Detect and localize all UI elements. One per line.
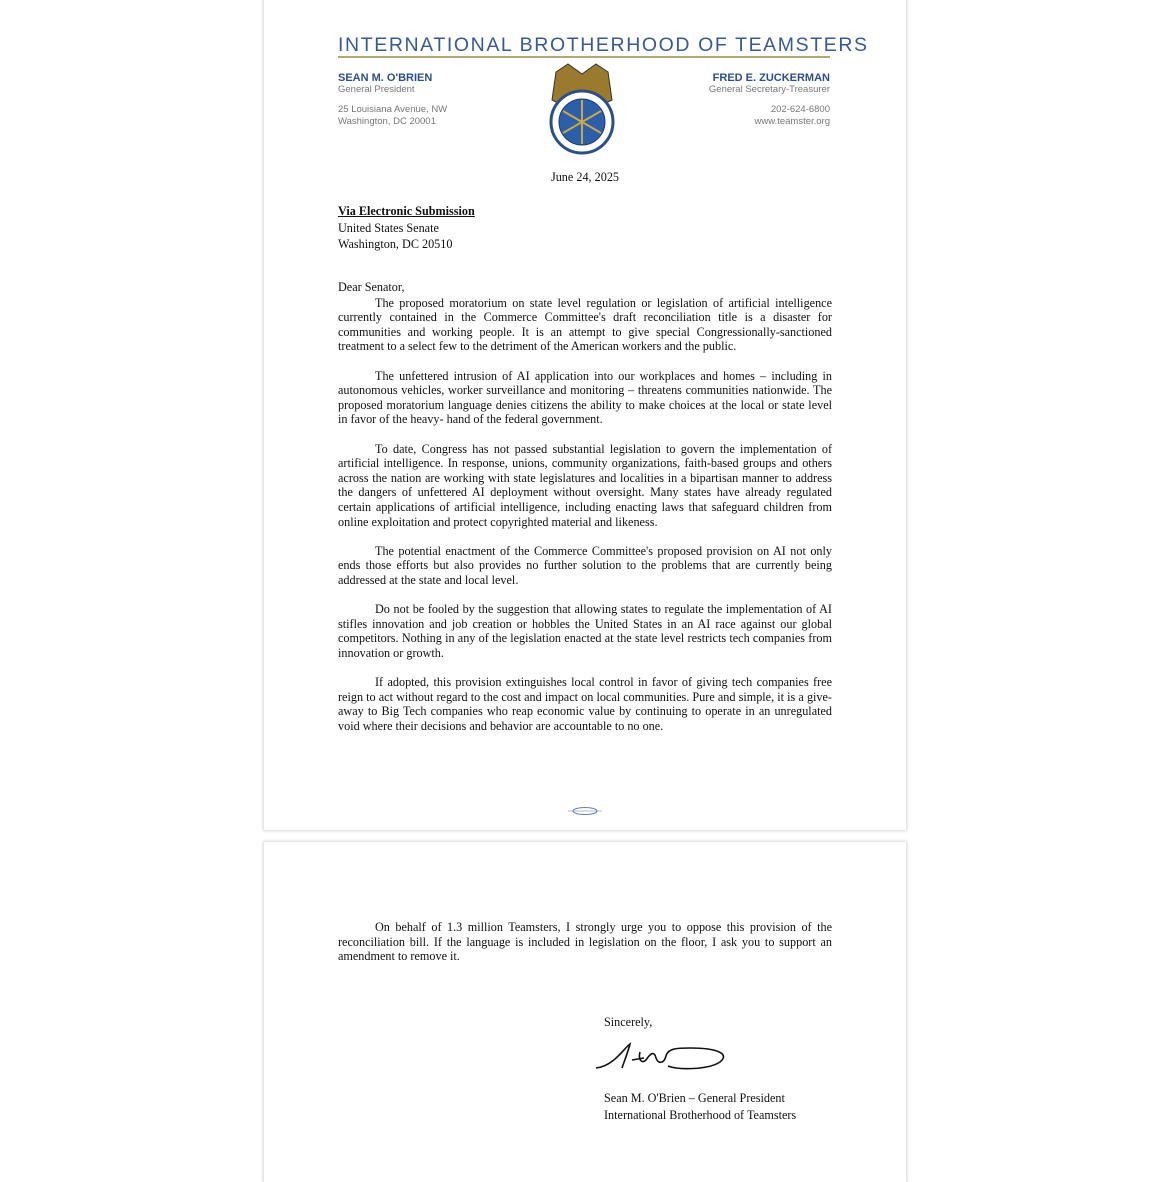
body-paragraph: Do not be fooled by the suggestion that allowing states to regulate the implementation of AI stifles innovation and job creation or hobbles the United States in an AI race against our global competitors. Nothing in any of the legislation enacted at the state level restricts tech companies from innovation or growth.	[338, 602, 832, 660]
signature	[594, 1038, 730, 1074]
body-paragraph: If adopted, this provision extinguishes local control in favor of giving tech companies free reign to act without regard to the cost and impact on local communities. Pure and simple, it is a give-away to Big Tech companies who reap economic value by continuing to operate in an unregulated void where their decisions and behavior are accountable to no one.	[338, 675, 832, 733]
closing: Sincerely,	[604, 1015, 653, 1029]
body-paragraph: The proposed moratorium on state level regulation or legislation of artificial intelligence currently contained in the Commerce Committee's draft reconciliation title is a disaster for communities and working people. It is an attempt to give special Congressionally-sanctioned treatment to a select few to the detriment of the American workers and the public.	[338, 295, 832, 354]
left-contact: SEAN M. O'BRIEN General President 25 Louisiana Avenue, NW Washington, DC 20001	[338, 72, 448, 127]
union-bug-icon	[568, 806, 602, 816]
body-paragraph: The potential enactment of the Commerce Committee's proposed provision on AI not only ends those efforts but also provides no further solution to the problems that are currently being addressed at the state and local level.	[338, 543, 832, 587]
body-paragraph: To date, Congress has not passed substantial legislation to govern the implementation of artificial intelligence. In response, unions, community organizations, faith-based groups and others across the nation are working with state legislatures and localities in a bipartisan manner to address the dangers of unfettered AI deployment without oversight. Many states have already regulated certain applications of artificial intelligence, including enacting laws that safeguard children from online exploitation and protect copyrighted material and likeness.	[338, 441, 832, 529]
letter-body-continued	[338, 920, 832, 978]
letter-page-2	[264, 842, 906, 1182]
org-name: INTERNATIONAL BROTHERHOOD OF TEAMSTERS	[338, 34, 869, 56]
letter-date: June 24, 2025	[550, 170, 620, 184]
right-contact: FRED E. ZUCKERMAN General Secretary-Treasurer 202-624-6800 www.teamster.org	[708, 72, 830, 127]
recipient-block: Via Electronic Submission United States Senate Washington, DC 20510	[338, 204, 475, 251]
body-paragraph: The unfettered intrusion of AI application into our workplaces and homes – including in autonomous vehicles, worker surveillance and monitoring – threatens communities nationwide. The proposed moratorium language denies citizens the ability to make choices at the local or state level in favor of the heavy- hand of the federal government.	[338, 368, 832, 427]
body-paragraph: On behalf of 1.3 million Teamsters, I strongly urge you to oppose this provision of the reconciliation bill. If the language is included in legislation on the floor, I ask you to support an amendment to remove it.	[338, 920, 832, 964]
signature-block: Sean M. O'Brien – General President International Brotherhood of Teamsters	[604, 1091, 797, 1122]
letter-body	[338, 280, 832, 748]
teamsters-seal-logo	[546, 60, 618, 156]
header-rule	[338, 56, 830, 58]
letter-page-1	[264, 0, 906, 830]
salutation: Dear Senator,	[338, 280, 405, 294]
